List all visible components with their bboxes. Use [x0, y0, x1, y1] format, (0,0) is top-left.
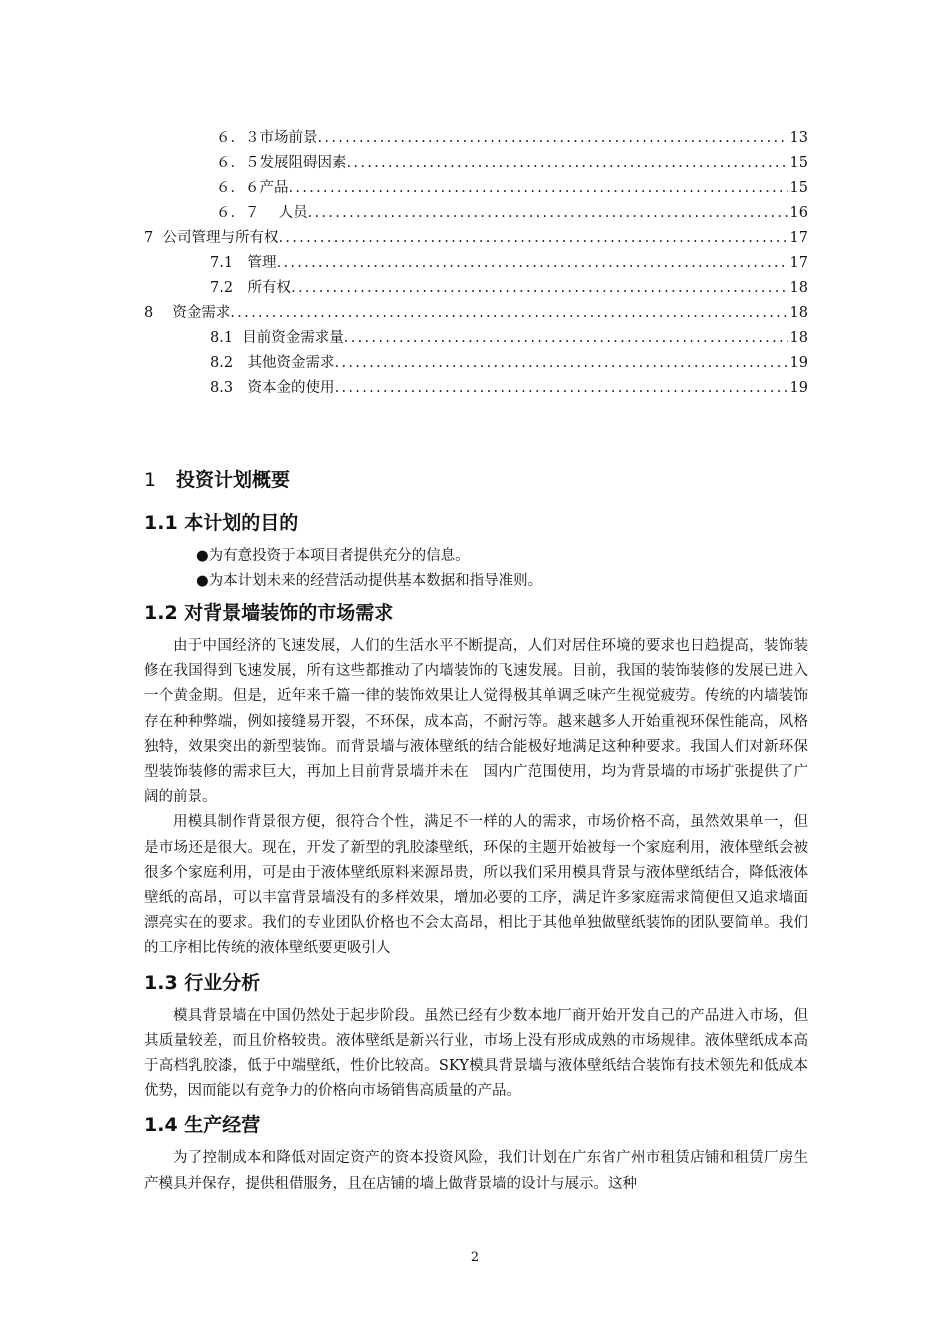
- toc-entry[interactable]: [144, 176, 808, 201]
- toc-entry-page: 15: [789, 155, 808, 171]
- toc-entry[interactable]: [144, 226, 808, 251]
- page-number: 2: [470, 1250, 480, 1265]
- document-body: [144, 462, 808, 1197]
- toc-entry[interactable]: [144, 201, 808, 226]
- toc-leader-dots: [318, 126, 788, 151]
- toc-entry[interactable]: [144, 351, 808, 376]
- toc-entry-page: 18: [789, 280, 808, 296]
- body-paragraph: 由于中国经济的飞速发展，人们的生活水平不断提高，人们对居住环境的要求也日趋提高，装饰装修在我国得到飞速发展，所有这些都推动了内墙装饰的飞速发展。目前，我国的装饰装修的发展已进入一个黄金期。但是，近年来千篇一律的装饰效果让人觉得极其单调乏味产生视觉疲劳。传统的内墙装饰存在种种弊端，例如接缝易开裂，不环保，成本高，不耐污等。越来越多人开始重视环保性能高，风格独特，效果突出的新型装饰。而背景墙与液体壁纸的结合能极好地满足这种种要求。我国人们对新环保型装饰装修的需求巨大，再加上目前背景墙并未在 国内广范围使用，均为背景墙的市场扩张提供了广阔的前景。: [144, 638, 808, 806]
- toc-leader-dots: [347, 151, 788, 176]
- toc-entry[interactable]: [144, 276, 808, 301]
- toc-entry-page: 19: [789, 355, 808, 371]
- toc-leader-dots: [335, 376, 788, 401]
- toc-entry[interactable]: [144, 376, 808, 401]
- toc-entry[interactable]: [144, 326, 808, 351]
- toc-entry[interactable]: [144, 126, 808, 151]
- toc-entry-label: ６．７ 人员: [216, 205, 308, 221]
- toc-entry[interactable]: [144, 151, 808, 176]
- toc-entry-label: 7 公司管理与所有权: [144, 230, 279, 246]
- toc-leader-dots: [344, 326, 788, 351]
- toc-leader-dots: [289, 176, 788, 201]
- toc-entry[interactable]: [144, 251, 808, 276]
- subsection-heading: 1.2 对背景墙装饰的市场需求: [144, 602, 394, 624]
- toc-entry-label: ６．５发展阻碍因素: [216, 155, 347, 171]
- subsection-heading: 1.3 行业分析: [144, 971, 261, 994]
- section-heading: [144, 462, 808, 498]
- table-of-contents: [144, 126, 808, 401]
- toc-leader-dots: [308, 201, 788, 226]
- body-paragraph: 模具背景墙在中国仍然处于起步阶段。虽然已经有少数本地厂商开始开发自己的产品进入市场，但其质量较差，而且价格较贵。液体壁纸是新兴行业，市场上没有形成成熟的市场规律。液体壁纸成本高于高档乳胶漆，低于中端壁纸，性价比较高。SKY模具背景墙与液体壁纸结合装饰有技术领先和低成本优势，因而能以有竞争力的价格向市场销售高质量的产品。: [144, 1007, 808, 1100]
- toc-entry-label: 7.2 所有权: [210, 280, 292, 296]
- toc-entry-label: 8.1 目前资金需求量: [210, 330, 344, 346]
- toc-entry-label: 8.2 其他资金需求: [210, 355, 335, 371]
- toc-entry[interactable]: [144, 301, 808, 326]
- toc-leader-dots: [278, 226, 787, 251]
- body-paragraph: 为了控制成本和降低对固定资产的资本投资风险，我们计划在广东省广州市租赁店铺和租赁厂房生产模具并保存，提供租借服务，且在店铺的墙上做背景墙的设计与展示。这种: [144, 1150, 808, 1192]
- toc-entry-page: 15: [789, 180, 808, 196]
- toc-leader-dots: [335, 351, 788, 376]
- toc-leader-dots: [291, 276, 787, 301]
- toc-entry-label: ６．３市场前景: [216, 130, 318, 146]
- section-number: 1: [144, 469, 157, 491]
- toc-entry-page: 13: [789, 130, 808, 146]
- subsection-heading: 1.4 生产经营: [144, 1114, 261, 1137]
- toc-entry-label: 8.3 资本金的使用: [210, 380, 335, 396]
- bullet-item: ●为有意投资于本项目者提供充分的信息。: [196, 548, 470, 564]
- toc-leader-dots: [277, 251, 788, 276]
- toc-entry-page: 16: [789, 205, 808, 221]
- subsection-heading: 1.1 本计划的目的: [144, 512, 299, 534]
- toc-entry-label: 7.1 管理: [210, 255, 277, 271]
- toc-entry-label: 8 资金需求: [144, 305, 231, 321]
- toc-leader-dots: [230, 301, 787, 326]
- toc-entry-page: 19: [789, 380, 808, 396]
- bullet-item: ●为本计划未来的经营活动提供基本数据和指导准则。: [196, 573, 543, 589]
- toc-entry-page: 18: [789, 330, 808, 346]
- toc-entry-label: ６．６产品: [216, 180, 289, 196]
- body-paragraph: 用模具制作背景很方便，很符合个性，满足不一样的人的需求，市场价格不高，虽然效果单一，但是市场还是很大。现在，开发了新型的乳胶漆壁纸，环保的主题开始被每一个家庭利用，液体壁纸会被很多个家庭利用，可是由于液体壁纸原料来源昂贵，所以我们采用模具背景与液体壁纸结合，降低液体壁纸的高昂，可以丰富背景墙没有的多样效果，增加必要的工序，满足许多家庭需求简便但又追求墙面漂亮实在的要求。我们的专业团队价格也不会太高昂，相比于其他单独做壁纸装饰的团队要简单。我们的工序相比传统的液体壁纸要更吸引人: [144, 814, 808, 957]
- toc-entry-page: 17: [789, 255, 808, 271]
- toc-entry-page: 18: [789, 305, 808, 321]
- section-title: 投资计划概要: [176, 469, 291, 491]
- toc-entry-page: 17: [789, 230, 808, 246]
